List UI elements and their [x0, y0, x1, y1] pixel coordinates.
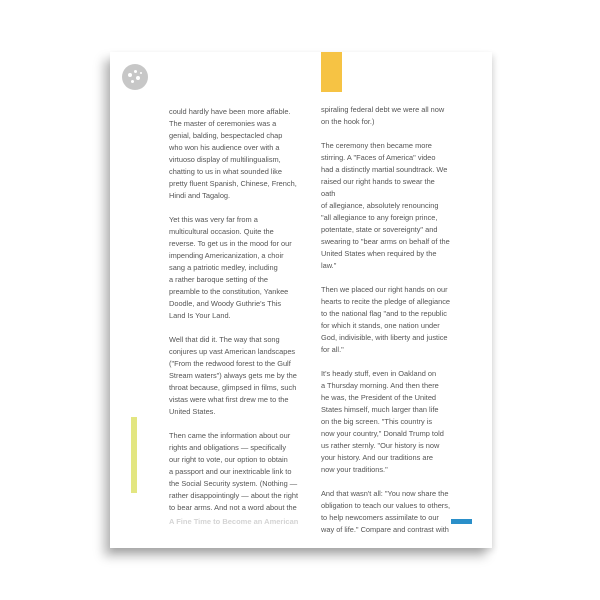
footer-title: A Fine Time to Become an American — [169, 517, 299, 526]
yellow-accent-tab — [321, 52, 342, 92]
paragraph: Then we placed our right hands on our hearts to recite the pledge of allegiance to the national flag "and to the republic for which it stands, one nation under God, indivisible, with liberty and justice for all." — [321, 285, 451, 354]
logo-icon — [122, 64, 148, 90]
left-text-column — [169, 106, 299, 526]
paragraph: The ceremony then became more stirring. A "Faces of America" video had a distinctly martial soundtrack. We raised our right hands to swear the oath of allegiance, absolutely renouncing "all allegiance to any foreign prince, potentate, state or sovereignty" and swearing to "bear arms on behalf of the United States when required by the law." — [321, 141, 450, 270]
paragraph: Yet this was very far from a multicultural occasion. Quite the reverse. To get us in the mood for our impending Americanization, a choir sang a patriotic medley, including a rather baroque setting of the preamble to the constitution, Yankee Doodle, and Woody Guthrie's This Land Is Your Land. — [169, 215, 292, 320]
paragraph: Well that did it. The way that song conjures up vast American landscapes ("From the redwood forest to the Gulf Stream waters") always gets me by the throat because, glimpsed in films, such vistas were what first drew me to the United States. — [169, 335, 297, 416]
paragraph: spiraling federal debt we were all now on the hook for.) — [321, 105, 445, 126]
green-accent-bar — [131, 417, 137, 493]
right-text-column — [321, 104, 451, 548]
paragraph: could hardly have been more affable. The master of ceremonies was a genial, balding, bespectacled chap who won his audience over with a virtuoso display of multilingualism, chatting to us in what sounded like pretty fluent Spanish, Chinese, French, Hindi and Tagalog. — [169, 107, 297, 200]
paragraph: It's heady stuff, even in Oakland on a Thursday morning. And then there he was, the President of the United States himself, much larger than life on the big screen. "This country is now your country," Donald Trump told us rather sternly. "Our history is now your history. And our traditions are now your traditions." — [321, 369, 444, 474]
blue-accent-bar — [451, 519, 472, 524]
document-page — [110, 52, 492, 548]
paragraph: And that wasn't all: "You now share the obligation to teach our values to others, to help newcomers assimilate to our way of life." Compare and contrast with — [321, 489, 451, 534]
paragraph: Then came the information about our rights and obligations — specifically our right to vote, our option to obtain a passport and our inextricable link to the Social Security system. (Nothing — rather disappointingly — about the right to bear arms. And not a word about the — [169, 431, 299, 512]
